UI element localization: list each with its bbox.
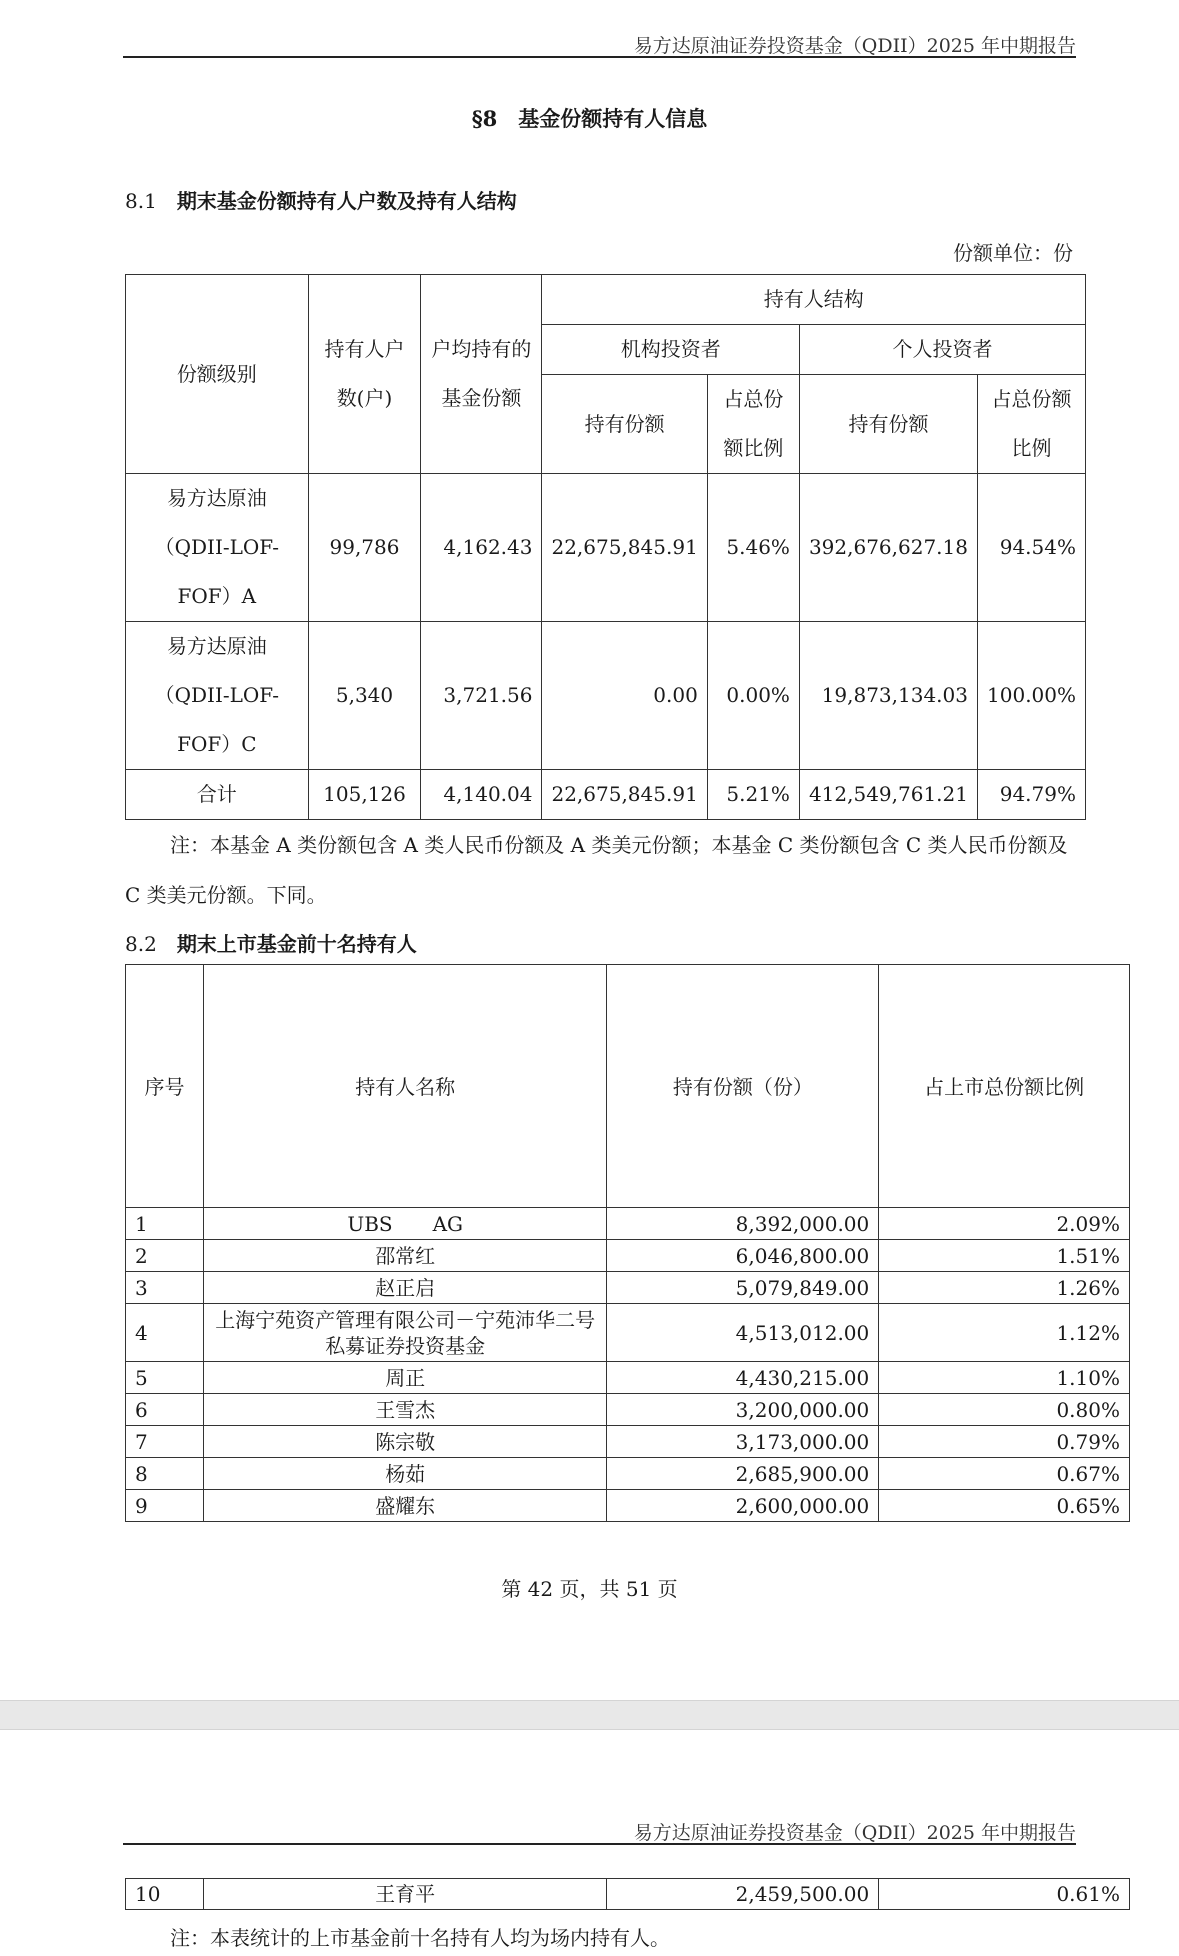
- table-row: [126, 1490, 1130, 1522]
- table-row: [126, 1240, 1130, 1272]
- unit-label: 份额单位：份: [953, 241, 1073, 265]
- holder-name: 杨茹: [203, 1458, 607, 1490]
- page-number: 第 42 页，共 51 页: [501, 1577, 678, 1601]
- header-seq: 序号: [126, 965, 204, 1208]
- holder-shares: 3,173,000.00: [607, 1426, 879, 1458]
- holder-name: 王雪杰: [203, 1394, 607, 1426]
- top-ten-holders-table: [125, 964, 1130, 1522]
- share-class-name: 易方达原油（QDII-LOF-FOF）C: [126, 622, 309, 770]
- section-title: 期末基金份额持有人户数及持有人结构: [176, 189, 517, 213]
- page-header: 易方达原油证券投资基金（QDII）2025 年中期报告: [633, 35, 1076, 57]
- header-inst-shares: 持有份额: [542, 375, 707, 474]
- holder-shares: 2,600,000.00: [607, 1490, 879, 1522]
- holder-shares: 6,046,800.00: [607, 1240, 879, 1272]
- holder-ratio: 0.80%: [879, 1394, 1130, 1426]
- table-row: [126, 1426, 1130, 1458]
- holder-shares: 2,459,500.00: [607, 1879, 879, 1910]
- header-shares: 持有份额（份）: [607, 965, 879, 1208]
- share-class-name: 易方达原油（QDII-LOF-FOF）A: [126, 474, 309, 622]
- table-row: [126, 622, 1086, 770]
- holder-shares: 8,392,000.00: [607, 1208, 879, 1240]
- table-row: [126, 1879, 1130, 1910]
- header-rule: [123, 1843, 1076, 1845]
- inst-shares: 22,675,845.91: [542, 474, 707, 622]
- holder-shares: 2,685,900.00: [607, 1458, 879, 1490]
- inst-shares: 22,675,845.91: [542, 770, 707, 820]
- holder-ratio: 1.26%: [879, 1272, 1130, 1304]
- table-row: [126, 1458, 1130, 1490]
- indiv-shares: 19,873,134.03: [799, 622, 977, 770]
- header-holder-name: 持有人名称: [203, 965, 607, 1208]
- inst-ratio: 5.21%: [707, 770, 799, 820]
- note-onsite-holders: 注：本表统计的上市基金前十名持有人均为场内持有人。: [170, 1926, 670, 1950]
- holder-structure-table: [125, 274, 1086, 820]
- header-indiv-ratio: 占总份额比例: [977, 375, 1085, 474]
- indiv-shares: 392,676,627.18: [799, 474, 977, 622]
- row-seq: 10: [126, 1879, 204, 1910]
- holder-name: 赵正启: [203, 1272, 607, 1304]
- holder-ratio: 1.51%: [879, 1240, 1130, 1272]
- row-seq: 7: [126, 1426, 204, 1458]
- holder-count: 5,340: [308, 622, 421, 770]
- table-row: [126, 1272, 1130, 1304]
- holder-shares: 4,513,012.00: [607, 1304, 879, 1362]
- holder-shares: 5,079,849.00: [607, 1272, 879, 1304]
- indiv-shares: 412,549,761.21: [799, 770, 977, 820]
- header-listed-ratio: 占上市总份额比例: [879, 965, 1130, 1208]
- holder-ratio: 0.61%: [879, 1879, 1130, 1910]
- row-seq: 3: [126, 1272, 204, 1304]
- inst-ratio: 0.00%: [707, 622, 799, 770]
- row-seq: 2: [126, 1240, 204, 1272]
- section-number: 8.1: [125, 189, 157, 213]
- header-share-class: 份额级别: [126, 275, 309, 474]
- header-inst-ratio: 占总份额比例: [707, 375, 799, 474]
- holder-ratio: 0.67%: [879, 1458, 1130, 1490]
- section-8-1-heading: [125, 185, 517, 214]
- holder-shares: 4,430,215.00: [607, 1362, 879, 1394]
- row-seq: 8: [126, 1458, 204, 1490]
- row-seq: 5: [126, 1362, 204, 1394]
- inst-ratio: 5.46%: [707, 474, 799, 622]
- row-seq: 4: [126, 1304, 204, 1362]
- inst-shares: 0.00: [542, 622, 707, 770]
- row-seq: 1: [126, 1208, 204, 1240]
- table-row: [126, 474, 1086, 622]
- holder-ratio: 1.10%: [879, 1362, 1130, 1394]
- row-seq: 9: [126, 1490, 204, 1522]
- table-row: [126, 1394, 1130, 1426]
- table-row: [126, 1362, 1130, 1394]
- holder-name: 盛耀东: [203, 1490, 607, 1522]
- holder-name: 周正: [203, 1362, 607, 1394]
- holder-name: 王育平: [203, 1879, 606, 1910]
- holder-ratio: 1.12%: [879, 1304, 1130, 1362]
- holder-shares: 3,200,000.00: [607, 1394, 879, 1426]
- header-avg-shares: 户均持有的基金份额: [421, 275, 542, 474]
- holder-name: 陈宗敬: [203, 1426, 607, 1458]
- header-institutional: 机构投资者: [542, 325, 799, 375]
- section-8-2-heading: [125, 928, 417, 957]
- avg-shares: 3,721.56: [421, 622, 542, 770]
- row-seq: 6: [126, 1394, 204, 1426]
- avg-shares: 4,162.43: [421, 474, 542, 622]
- header-individual: 个人投资者: [799, 325, 1085, 375]
- holder-name: 邵常红: [203, 1240, 607, 1272]
- section-number: 8.2: [125, 932, 157, 956]
- holder-name: 上海宁苑资产管理有限公司－宁苑沛华二号私募证券投资基金: [203, 1304, 607, 1362]
- header-rule: [123, 56, 1076, 58]
- header-holder-structure: 持有人结构: [542, 275, 1086, 325]
- total-label: 合计: [126, 770, 309, 820]
- chapter-title: §8 基金份额持有人信息: [471, 106, 708, 131]
- note-share-classes: 注：本基金 A 类份额包含 A 类人民币份额及 A 类美元份额；本基金 C 类份额包含 C 类人民币份额及 C 类美元份额。下同。: [125, 833, 1068, 907]
- indiv-ratio: 94.79%: [977, 770, 1085, 820]
- holder-ratio: 0.79%: [879, 1426, 1130, 1458]
- holder-ratio: 0.65%: [879, 1490, 1130, 1522]
- table-row: [126, 1208, 1130, 1240]
- header-indiv-shares: 持有份额: [799, 375, 977, 474]
- page-separator: [0, 1700, 1179, 1730]
- avg-shares: 4,140.04: [421, 770, 542, 820]
- holder-count: 105,126: [308, 770, 421, 820]
- indiv-ratio: 100.00%: [977, 622, 1085, 770]
- section-title: 期末上市基金前十名持有人: [176, 932, 417, 956]
- table-row-total: [126, 770, 1086, 820]
- page-header: 易方达原油证券投资基金（QDII）2025 年中期报告: [633, 1822, 1076, 1844]
- holder-ratio: 2.09%: [879, 1208, 1130, 1240]
- holder-count: 99,786: [308, 474, 421, 622]
- header-holder-count: 持有人户数(户): [308, 275, 421, 474]
- table-row: [126, 1304, 1130, 1362]
- indiv-ratio: 94.54%: [977, 474, 1085, 622]
- holder-name: UBS AG: [203, 1208, 607, 1240]
- top-ten-holders-table-continued: [125, 1878, 1130, 1910]
